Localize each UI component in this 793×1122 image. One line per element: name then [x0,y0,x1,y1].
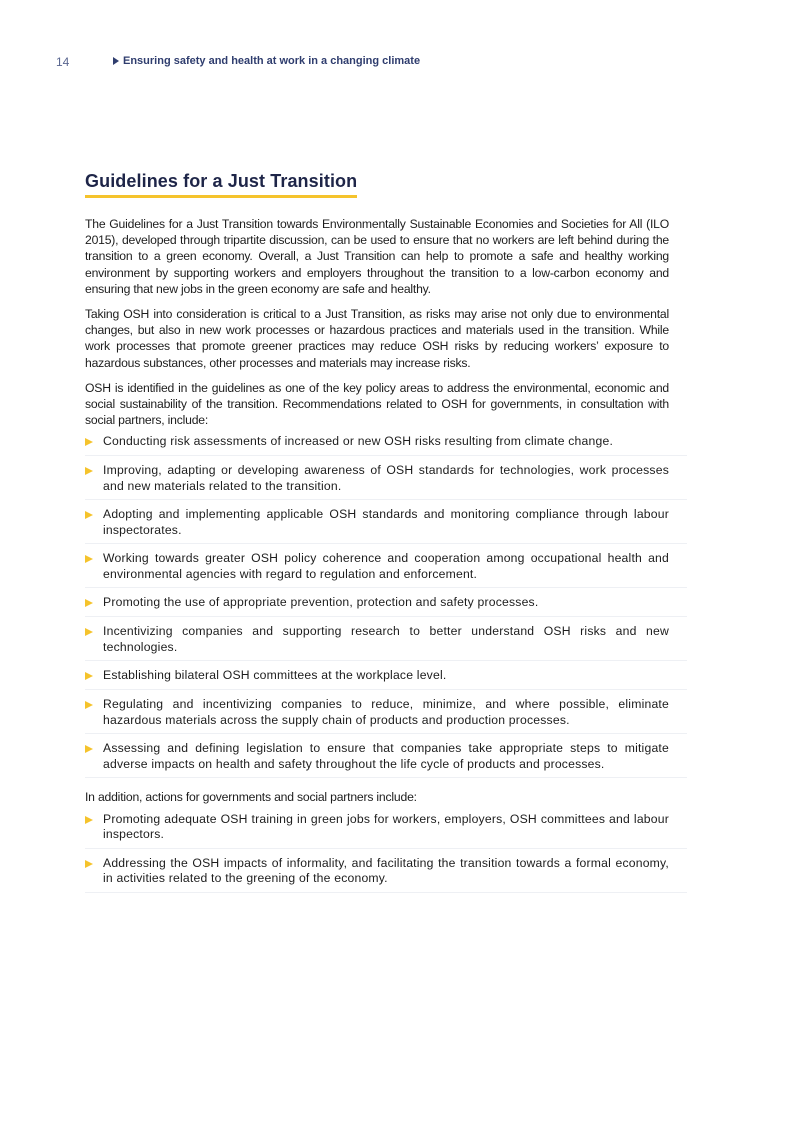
list-item-text: Promoting adequate OSH training in green jobs for workers, employers, OSH committees and labour inspectors. [103,811,669,842]
list-item-text: Improving, adapting or developing awareness of OSH standards for technologies, work processes and new materials related to the transition. [103,463,669,493]
arrow-bullet-icon [85,624,103,640]
list-item-text: Adopting and implementing applicable OSH standards and monitoring compliance through labour inspectorates. [103,507,669,537]
arrow-bullet-icon [85,551,103,567]
list-item [85,741,687,778]
arrow-bullet-icon [85,595,103,611]
page-number: 14 [56,55,70,69]
list-item-text: Assessing and defining legislation to ensure that companies take appropriate steps to mitigate adverse impacts on health and safety throughout the life cycle of products and processes. [103,741,669,771]
arrow-bullet-icon [85,856,103,872]
list-item-text: Incentivizing companies and supporting research to better understand OSH risks and new technologies. [103,624,669,654]
arrow-bullet-icon [85,668,103,684]
list-item-text: Addressing the OSH impacts of informality, and facilitating the transition towards a formal economy, in activities related to the greening of the economy. [103,855,669,886]
list-item-text: Regulating and incentivizing companies to reduce, minimize, and where possible, eliminate hazardous materials across the supply chain of products and production processes. [103,697,669,727]
list-item [85,595,687,617]
section-heading [85,170,357,198]
paragraph-intro: The Guidelines for a Just Transition towards Environmentally Sustainable Economies and Societies for All (ILO 2015), developed through tripartite discussion, can be used to ensure that no workers are left behind during the transition to a green economy. Overall, a Just Transition can help to promote a safe and healthy working environment by supporting workers and employers throughout the transition to a low-carbon economy and ensuring that new jobs in the green economy are safe and healthy. [85,217,669,296]
list-item [85,856,687,893]
list-item [85,624,687,661]
title-underline [85,195,357,198]
list-item-text: Establishing bilateral OSH committees at the workplace level. [103,668,447,683]
additional-actions-list [85,812,687,893]
arrow-bullet-icon [85,697,103,713]
triangle-bullet-icon [113,57,119,65]
section-title: Guidelines for a Just Transition [85,171,358,191]
list-item-text: Conducting risk assessments of increased or new OSH risks resulting from climate change. [103,434,614,449]
paragraph-osh-risks: Taking OSH into consideration is critical to a Just Transition, as risks may arise not only due to environmental changes, but also in new work processes or hazardous practices and materials used in the transition. While work processes that promote greener practices may reduce OSH risks by reducing workers’ exposure to hazardous substances, other processes and materials may increase risks. [85,307,669,370]
list-item [85,463,687,500]
recommendations-list [85,434,687,778]
arrow-bullet-icon [85,463,103,479]
arrow-bullet-icon [85,434,103,450]
running-header-title: Ensuring safety and health at work in a changing climate [123,55,421,67]
list-item-text: Working towards greater OSH policy coherence and cooperation among occupational health and environmental agencies with regard to regulation and enforcement. [103,551,669,581]
list-item-text: Promoting the use of appropriate prevention, protection and safety processes. [103,595,539,610]
list-item [85,668,687,690]
list-item [85,434,687,456]
arrow-bullet-icon [85,507,103,523]
running-header [113,55,420,67]
list-item [85,551,687,588]
paragraph-recommendations-intro: OSH is identified in the guidelines as one of the key policy areas to address the environmental, economic and social sustainability of the transition. Recommendations related to OSH for governments, in consultation with social partners, include: [85,380,669,428]
list-item [85,507,687,544]
arrow-bullet-icon [85,741,103,757]
arrow-bullet-icon [85,812,103,828]
list-item [85,697,687,734]
paragraph-additional-intro: In addition, actions for governments and social partners include: [85,790,417,805]
list-item [85,812,687,849]
section-content [85,170,669,900]
